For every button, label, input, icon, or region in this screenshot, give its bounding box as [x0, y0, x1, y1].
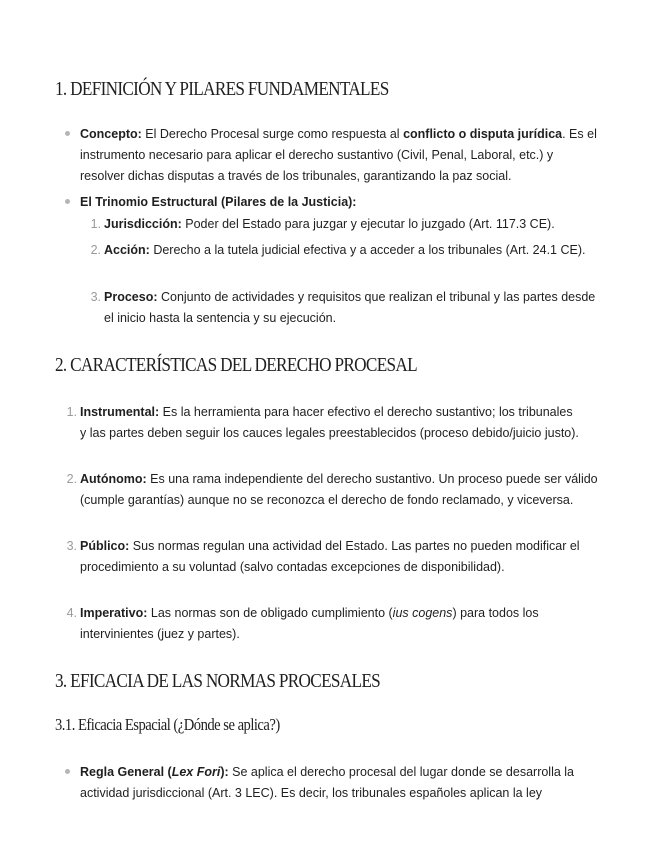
- trinomio-item-proceso: Proceso: Conjunto de actividades y requisitos que realizan el tribunal y las partes desde el inicio hasta la sentencia y su ejecución.: [104, 290, 596, 325]
- section-2-heading: 2. CARACTERÍSTICAS DEL DERECHO PROCESAL: [55, 354, 417, 376]
- concepto-text-2: . Es el instrumento necesario para aplicar el derecho sustantivo (Civil, Penal, Laboral, etc.) y resolver dichas disputas a través de los tribunales, garantizando la paz social.: [80, 127, 597, 183]
- regla-general-item: Regla General (Lex Fori): Se aplica el derecho procesal del lugar donde se desarrolla la actividad jurisdiccional (Art. 3 LEC). Es decir, los tribunales españoles aplican la ley: [80, 765, 575, 800]
- caracteristica-imperativo: Imperativo: Las normas son de obligado cumplimiento (ius cogens) para todos los intervinientes (juez y partes).: [80, 606, 539, 641]
- caracteristica-instrumental: Instrumental: Es la herramienta para hacer efectivo el derecho sustantivo; los tribunales y las partes deben seguir los cauces legales preestablecidos (proceso debido/juicio justo).: [80, 405, 579, 440]
- trinomio-item-accion: Acción: Derecho a la tutela judicial efectiva y a acceder a los tribunales (Art. 24.1 CE).: [104, 243, 586, 257]
- section-3-heading: 3. EFICACIA DE LAS NORMAS PROCESALES: [55, 670, 381, 692]
- trinomio-label: El Trinomio Estructural (Pilares de la Justicia):: [80, 195, 357, 209]
- subsection-3-1-heading: 3.1. Eficacia Espacial (¿Dónde se aplica?): [55, 715, 280, 734]
- caracteristica-publico: Público: Sus normas regulan una actividad del Estado. Las partes no pueden modificar el procedimiento a su voluntad (salvo contadas excepciones de disponibilidad).: [80, 539, 580, 574]
- list-number: 1.: [90, 217, 101, 231]
- trinomio-item-jurisdiccion: Jurisdicción: Poder del Estado para juzgar y ejecutar lo juzgado (Art. 117.3 CE).: [104, 217, 555, 231]
- list-number: 3.: [90, 290, 101, 304]
- section-1-heading: 1. DEFINICIÓN Y PILARES FUNDAMENTALES: [55, 78, 389, 100]
- list-number: 4.: [66, 606, 77, 620]
- concepto-bold: conflicto o disputa jurídica: [403, 127, 563, 141]
- concepto-item: [80, 124, 600, 187]
- caracteristica-autonomo: Autónomo: Es una rama independiente del derecho sustantivo. Un proceso puede ser válido (cumple garantías) aunque no se reconozca el derecho de fondo reclamado, y viceversa.: [80, 472, 598, 507]
- concepto-text-1: El Derecho Procesal surge como respuesta al: [141, 127, 404, 141]
- bullet-icon: [65, 769, 70, 774]
- list-number: 1.: [66, 405, 77, 419]
- list-number: 3.: [66, 539, 77, 553]
- list-number: 2.: [66, 472, 77, 486]
- concepto-label: Concepto:: [80, 127, 142, 141]
- list-number: 2.: [90, 243, 101, 257]
- bullet-icon: [65, 199, 70, 204]
- bullet-icon: [65, 131, 70, 136]
